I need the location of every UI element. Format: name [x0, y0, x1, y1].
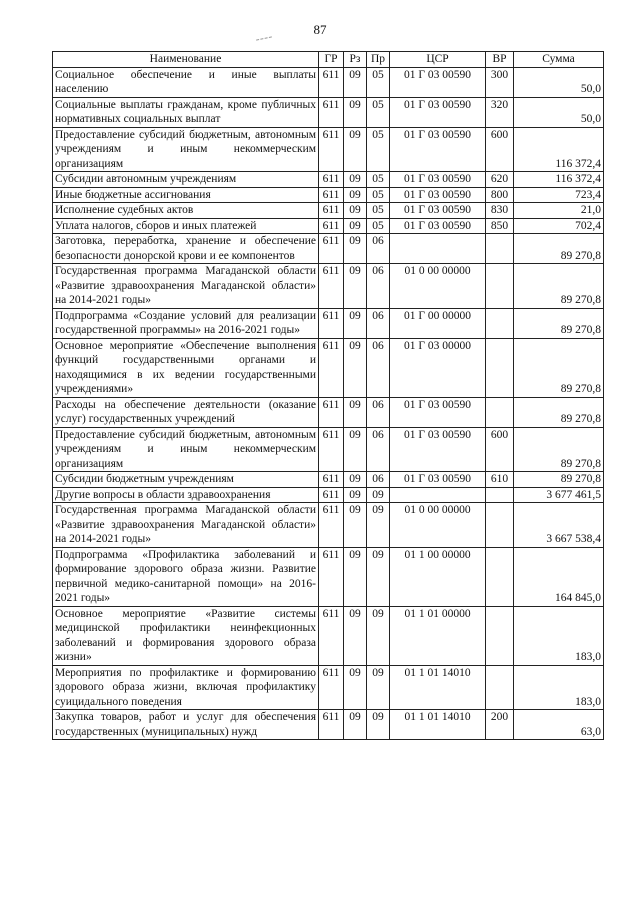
cell-name: Закупка товаров, работ и услуг для обеспечения государственных (муниципальных) нужд: [53, 710, 319, 740]
cell-rz: 09: [344, 710, 367, 740]
cell-sum: 164 845,0: [514, 547, 604, 606]
cell-rz: 09: [344, 203, 367, 219]
cell-sum: 116 372,4: [514, 127, 604, 172]
cell-sum: 50,0: [514, 67, 604, 97]
cell-gr: 611: [319, 397, 344, 427]
cell-sum: 89 270,8: [514, 264, 604, 309]
cell-name: Подпрограмма «Профилактика заболеваний и формирование здорового образа жизни. Развитие первичной медико-санитарной помощи» на 2016-2021 годы»: [53, 547, 319, 606]
cell-rz: 09: [344, 97, 367, 127]
cell-vr: 850: [486, 218, 514, 234]
cell-csr: 01 Г 03 00590: [390, 218, 486, 234]
cell-vr: 620: [486, 172, 514, 188]
table-row: [53, 218, 604, 234]
table-row: [53, 606, 604, 665]
cell-csr: 01 Г 03 00590: [390, 472, 486, 488]
cell-gr: 611: [319, 665, 344, 710]
cell-pr: 05: [367, 127, 390, 172]
cell-pr: 06: [367, 308, 390, 338]
cell-rz: 09: [344, 606, 367, 665]
table-row: [53, 547, 604, 606]
cell-gr: 611: [319, 503, 344, 548]
cell-csr: 01 1 01 14010: [390, 665, 486, 710]
cell-rz: 09: [344, 264, 367, 309]
table-row: [53, 472, 604, 488]
cell-sum: 183,0: [514, 665, 604, 710]
cell-sum: 89 270,8: [514, 472, 604, 488]
cell-vr: 830: [486, 203, 514, 219]
header-pr: Пр: [367, 52, 390, 68]
table-body: [53, 67, 604, 740]
cell-vr: 600: [486, 427, 514, 472]
cell-csr: 01 Г 03 00590: [390, 127, 486, 172]
cell-pr: 09: [367, 606, 390, 665]
cell-sum: 63,0: [514, 710, 604, 740]
header-name: Наименование: [53, 52, 319, 68]
cell-gr: 611: [319, 710, 344, 740]
cell-gr: 611: [319, 487, 344, 503]
cell-pr: 06: [367, 397, 390, 427]
cell-vr: [486, 547, 514, 606]
cell-vr: [486, 338, 514, 397]
cell-pr: 05: [367, 97, 390, 127]
header-rz: Рз: [344, 52, 367, 68]
header-csr: ЦСР: [390, 52, 486, 68]
cell-vr: 610: [486, 472, 514, 488]
cell-name: Социальные выплаты гражданам, кроме публичных нормативных социальных выплат: [53, 97, 319, 127]
cell-sum: 3 667 538,4: [514, 503, 604, 548]
cell-pr: 09: [367, 710, 390, 740]
cell-csr: 01 1 00 00000: [390, 547, 486, 606]
table-row: [53, 187, 604, 203]
cell-csr: 01 Г 00 00000: [390, 308, 486, 338]
cell-sum: 183,0: [514, 606, 604, 665]
cell-csr: 01 1 01 00000: [390, 606, 486, 665]
table-row: [53, 308, 604, 338]
cell-pr: 09: [367, 503, 390, 548]
cell-csr: [390, 487, 486, 503]
cell-pr: 05: [367, 67, 390, 97]
cell-sum: 3 677 461,5: [514, 487, 604, 503]
cell-csr: 01 Г 03 00590: [390, 397, 486, 427]
cell-vr: [486, 234, 514, 264]
cell-sum: 723,4: [514, 187, 604, 203]
header-gr: ГР: [319, 52, 344, 68]
cell-name: Мероприятия по профилактике и формированию здорового образа жизни, включая профилактику суицидального поведения: [53, 665, 319, 710]
table-row: [53, 710, 604, 740]
header-row: [53, 52, 604, 68]
cell-vr: 200: [486, 710, 514, 740]
cell-csr: 01 0 00 00000: [390, 264, 486, 309]
cell-gr: 611: [319, 472, 344, 488]
table-row: [53, 234, 604, 264]
cell-csr: 01 Г 03 00590: [390, 172, 486, 188]
cell-sum: 21,0: [514, 203, 604, 219]
cell-vr: [486, 503, 514, 548]
cell-vr: [486, 264, 514, 309]
cell-vr: [486, 487, 514, 503]
cell-vr: [486, 308, 514, 338]
cell-rz: 09: [344, 472, 367, 488]
table-row: [53, 97, 604, 127]
cell-pr: 06: [367, 338, 390, 397]
cell-name: Подпрограмма «Создание условий для реализации государственной программы» на 2016-2021 годы»: [53, 308, 319, 338]
cell-name: Заготовка, переработка, хранение и обеспечение безопасности донорской крови и ее компонентов: [53, 234, 319, 264]
cell-gr: 611: [319, 203, 344, 219]
table-row: [53, 665, 604, 710]
cell-sum: 50,0: [514, 97, 604, 127]
table-row: [53, 427, 604, 472]
table-row: [53, 338, 604, 397]
cell-name: Другие вопросы в области здравоохранения: [53, 487, 319, 503]
cell-pr: 09: [367, 665, 390, 710]
cell-rz: 09: [344, 187, 367, 203]
cell-gr: 611: [319, 187, 344, 203]
cell-sum: 89 270,8: [514, 234, 604, 264]
cell-vr: 320: [486, 97, 514, 127]
cell-vr: 300: [486, 67, 514, 97]
table-row: [53, 172, 604, 188]
table-row: [53, 503, 604, 548]
cell-name: Государственная программа Магаданской области «Развитие здравоохранения Магаданской области» на 2014-2021 годы»: [53, 264, 319, 309]
header-vr: ВР: [486, 52, 514, 68]
cell-gr: 611: [319, 427, 344, 472]
cell-name: Иные бюджетные ассигнования: [53, 187, 319, 203]
cell-pr: 05: [367, 203, 390, 219]
cell-csr: 01 Г 03 00590: [390, 67, 486, 97]
cell-csr: 01 0 00 00000: [390, 503, 486, 548]
cell-name: Субсидии автономным учреждениям: [53, 172, 319, 188]
cell-gr: 611: [319, 308, 344, 338]
cell-sum: 702,4: [514, 218, 604, 234]
cell-pr: 06: [367, 472, 390, 488]
cell-rz: 09: [344, 127, 367, 172]
cell-name: Основное мероприятие «Развитие системы медицинской профилактики неинфекционных заболеваний и формирования здорового образа жизни»: [53, 606, 319, 665]
cell-rz: 09: [344, 308, 367, 338]
table-row: [53, 397, 604, 427]
cell-vr: [486, 665, 514, 710]
cell-csr: 01 1 01 14010: [390, 710, 486, 740]
cell-gr: 611: [319, 234, 344, 264]
cell-pr: 05: [367, 187, 390, 203]
cell-rz: 09: [344, 67, 367, 97]
cell-gr: 611: [319, 264, 344, 309]
cell-gr: 611: [319, 172, 344, 188]
cell-gr: 611: [319, 127, 344, 172]
cell-name: Предоставление субсидий бюджетным, автономным учреждениям и иным некоммерческим организациям: [53, 127, 319, 172]
cell-sum: 89 270,8: [514, 308, 604, 338]
cell-vr: 800: [486, 187, 514, 203]
cell-sum: 89 270,8: [514, 427, 604, 472]
header-sum: Сумма: [514, 52, 604, 68]
cell-csr: 01 Г 03 00590: [390, 97, 486, 127]
cell-pr: 05: [367, 218, 390, 234]
cell-rz: 09: [344, 547, 367, 606]
cell-rz: 09: [344, 665, 367, 710]
cell-rz: 09: [344, 338, 367, 397]
cell-csr: 01 Г 03 00590: [390, 427, 486, 472]
cell-rz: 09: [344, 397, 367, 427]
table-row: [53, 264, 604, 309]
cell-sum: 116 372,4: [514, 172, 604, 188]
cell-csr: [390, 234, 486, 264]
cell-gr: 611: [319, 338, 344, 397]
page-number: 87: [313, 22, 327, 37]
cell-gr: 611: [319, 218, 344, 234]
cell-name: Расходы на обеспечение деятельности (оказание услуг) государственных учреждений: [53, 397, 319, 427]
cell-vr: 600: [486, 127, 514, 172]
cell-vr: [486, 606, 514, 665]
cell-pr: 06: [367, 264, 390, 309]
cell-sum: 89 270,8: [514, 338, 604, 397]
cell-rz: 09: [344, 503, 367, 548]
cell-gr: 611: [319, 547, 344, 606]
cell-name: Уплата налогов, сборов и иных платежей: [53, 218, 319, 234]
cell-vr: [486, 397, 514, 427]
table-row: [53, 67, 604, 97]
cell-csr: 01 Г 03 00590: [390, 187, 486, 203]
cell-gr: 611: [319, 97, 344, 127]
cell-rz: 09: [344, 234, 367, 264]
cell-rz: 09: [344, 427, 367, 472]
cell-rz: 09: [344, 218, 367, 234]
table-row: [53, 203, 604, 219]
cell-name: Субсидии бюджетным учреждениям: [53, 472, 319, 488]
cell-sum: 89 270,8: [514, 397, 604, 427]
cell-name: Государственная программа Магаданской области «Развитие здравоохранения Магаданской области» на 2014-2021 годы»: [53, 503, 319, 548]
cell-rz: 09: [344, 172, 367, 188]
cell-pr: 06: [367, 427, 390, 472]
cell-gr: 611: [319, 606, 344, 665]
budget-table: [52, 51, 604, 740]
cell-name: Предоставление субсидий бюджетным, автономным учреждениям и иным некоммерческим организациям: [53, 427, 319, 472]
cell-pr: 09: [367, 547, 390, 606]
table-row: [53, 487, 604, 503]
cell-name: Основное мероприятие «Обеспечение выполнения функций государственными органами и находящимися в их ведении государственными учреждениями»: [53, 338, 319, 397]
cell-pr: 05: [367, 172, 390, 188]
cell-rz: 09: [344, 487, 367, 503]
cell-gr: 611: [319, 67, 344, 97]
cell-csr: 01 Г 03 00590: [390, 203, 486, 219]
cell-pr: 06: [367, 234, 390, 264]
cell-name: Исполнение судебных актов: [53, 203, 319, 219]
table-row: [53, 127, 604, 172]
cell-name: Социальное обеспечение и иные выплаты населению: [53, 67, 319, 97]
cell-csr: 01 Г 03 00000: [390, 338, 486, 397]
cell-pr: 09: [367, 487, 390, 503]
